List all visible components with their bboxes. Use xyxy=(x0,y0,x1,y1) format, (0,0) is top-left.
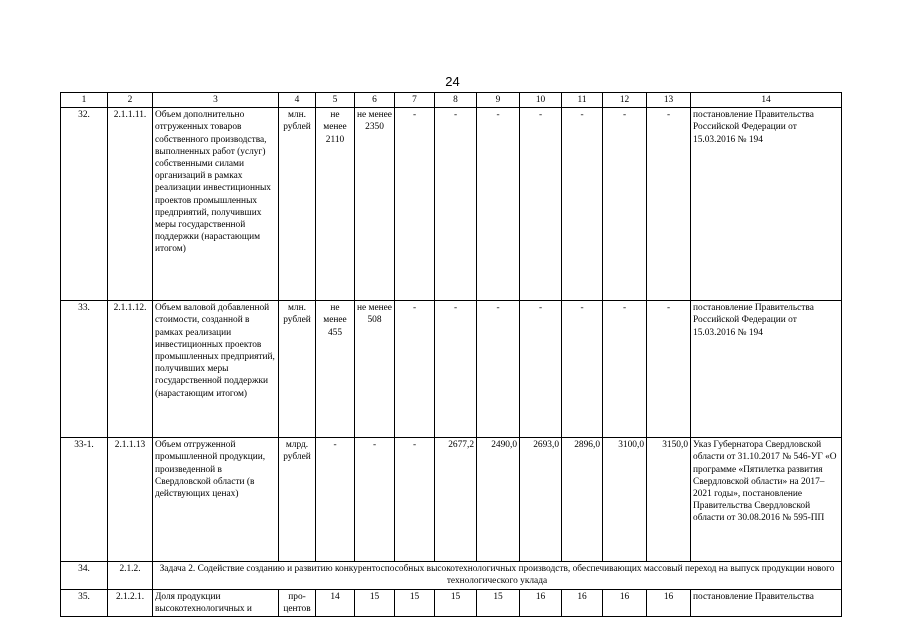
value-cell: - xyxy=(435,301,477,438)
indicator-name: Объем валовой добавленной стоимости, созданной в рамках реализации инвестиционных проектов промышленных предприятий, получивших меры государственной поддержки (нарастающим итогом) xyxy=(153,301,279,438)
value-cell: - xyxy=(477,301,520,438)
source-cell: постановление Правительства Российской Федерации от 15.03.2016 № 194 xyxy=(691,108,842,301)
value-cell: 2896,0 xyxy=(562,438,603,562)
value-cell: не менее 2350 xyxy=(355,108,395,301)
value-cell: 16 xyxy=(603,589,647,616)
task-heading: Задача 2. Содействие созданию и развитию конкурентоспособных высокотехнологичных производств, обеспечивающих массовый переход на выпуск продукции нового технологического уклада xyxy=(153,562,842,589)
unit-cell: млн. рублей xyxy=(279,108,316,301)
row-number: 33. xyxy=(61,301,108,438)
value-cell: - xyxy=(435,108,477,301)
header-cell: 8 xyxy=(435,93,477,108)
value-cell: 3100,0 xyxy=(603,438,647,562)
value-cell: 16 xyxy=(647,589,691,616)
value-cell: - xyxy=(520,108,562,301)
header-cell: 7 xyxy=(395,93,435,108)
row-code: 2.1.2. xyxy=(108,562,153,589)
value-cell: 2693,0 xyxy=(520,438,562,562)
header-row xyxy=(61,93,842,108)
header-cell: 1 xyxy=(61,93,108,108)
value-cell: - xyxy=(520,301,562,438)
row-number: 35. xyxy=(61,589,108,616)
value-cell: не менее 2110 xyxy=(316,108,355,301)
value-cell: 15 xyxy=(435,589,477,616)
value-cell: - xyxy=(395,108,435,301)
indicators-table xyxy=(60,92,842,617)
header-cell: 14 xyxy=(691,93,842,108)
value-cell: - xyxy=(603,301,647,438)
header-cell: 11 xyxy=(562,93,603,108)
page-number: 24 xyxy=(445,74,460,89)
value-cell: - xyxy=(355,438,395,562)
indicator-name: Объем отгруженной промышленной продукции, произведенной в Свердловской области (в действующих ценах) xyxy=(153,438,279,562)
value-cell: - xyxy=(316,438,355,562)
value-cell: - xyxy=(562,301,603,438)
header-cell: 5 xyxy=(316,93,355,108)
value-cell: - xyxy=(603,108,647,301)
indicator-name: Объем дополнительно отгруженных товаров собственного производства, выполненных работ (услуг) собственными силами организаций в рамках реализации инвестиционных проектов промышленных предприятий, получивших меры государственной поддержки (нарастающим итогом) xyxy=(153,108,279,301)
source-cell: постановление Правительства xyxy=(691,589,842,616)
header-cell: 12 xyxy=(603,93,647,108)
table-row xyxy=(61,301,842,438)
header-cell: 10 xyxy=(520,93,562,108)
source-cell: постановление Правительства Российской Федерации от 15.03.2016 № 194 xyxy=(691,301,842,438)
value-cell: 16 xyxy=(562,589,603,616)
header-cell: 3 xyxy=(153,93,279,108)
value-cell: 15 xyxy=(477,589,520,616)
value-cell: 3150,0 xyxy=(647,438,691,562)
value-cell: 15 xyxy=(355,589,395,616)
value-cell: 16 xyxy=(520,589,562,616)
header-cell: 13 xyxy=(647,93,691,108)
header-cell: 2 xyxy=(108,93,153,108)
indicator-name: Доля продукции высокотехнологичных и xyxy=(153,589,279,616)
value-cell: - xyxy=(647,108,691,301)
table-row xyxy=(61,438,842,562)
header-cell: 6 xyxy=(355,93,395,108)
value-cell: не менее 455 xyxy=(316,301,355,438)
row-number: 32. xyxy=(61,108,108,301)
row-code: 2.1.1.13 xyxy=(108,438,153,562)
unit-cell: про-центов xyxy=(279,589,316,616)
value-cell: не менее 508 xyxy=(355,301,395,438)
value-cell: 14 xyxy=(316,589,355,616)
row-code: 2.1.2.1. xyxy=(108,589,153,616)
unit-cell: млн. рублей xyxy=(279,301,316,438)
row-number: 34. xyxy=(61,562,108,589)
table-row xyxy=(61,589,842,616)
source-cell: Указ Губернатора Свердловской области от 31.10.2017 № 546-УГ «О программе «Пятилетка развития Свердловской области» на 2017–2021 годы», постановление Правительства Свердловской области от 30.08.2016 № 595-ПП xyxy=(691,438,842,562)
header-cell: 4 xyxy=(279,93,316,108)
task-row xyxy=(61,562,842,589)
row-number: 33-1. xyxy=(61,438,108,562)
value-cell: - xyxy=(562,108,603,301)
value-cell: - xyxy=(395,438,435,562)
value-cell: 15 xyxy=(395,589,435,616)
unit-cell: млрд. рублей xyxy=(279,438,316,562)
value-cell: - xyxy=(647,301,691,438)
value-cell: 2490,0 xyxy=(477,438,520,562)
table-row xyxy=(61,108,842,301)
value-cell: - xyxy=(395,301,435,438)
header-cell: 9 xyxy=(477,93,520,108)
value-cell: 2677,2 xyxy=(435,438,477,562)
row-code: 2.1.1.11. xyxy=(108,108,153,301)
row-code: 2.1.1.12. xyxy=(108,301,153,438)
value-cell: - xyxy=(477,108,520,301)
